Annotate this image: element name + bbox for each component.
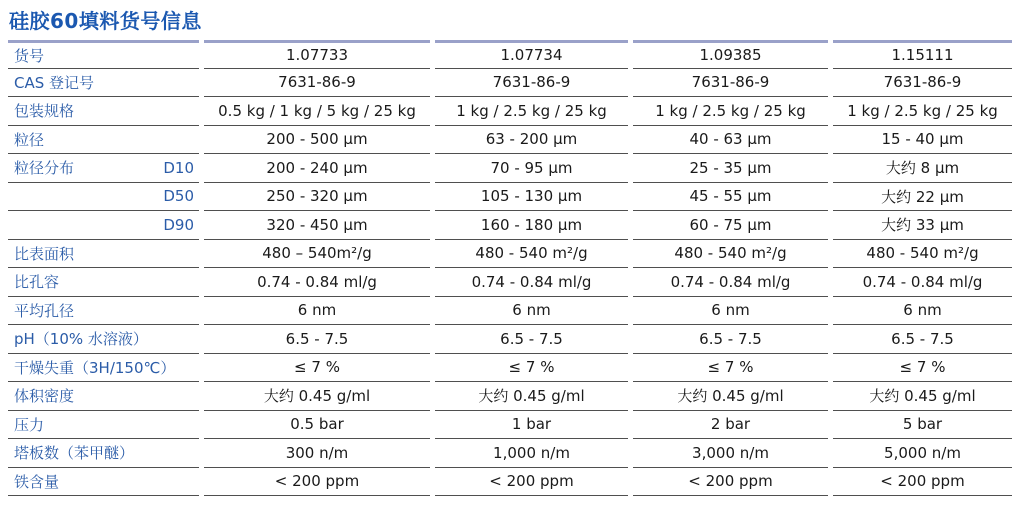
row-label-text: 粒径 bbox=[14, 130, 45, 149]
row-label-text: 包装规格 bbox=[14, 102, 75, 121]
spec-value-cell: < 200 ppm bbox=[204, 468, 430, 497]
spec-value-cell: 大约 33 μm bbox=[833, 211, 1012, 240]
spec-value-cell: 大约 0.45 g/ml bbox=[833, 382, 1012, 411]
spec-value-cell: 5 bar bbox=[833, 411, 1012, 440]
spec-value-cell: 0.74 - 0.84 ml/g bbox=[435, 268, 628, 297]
row-label bbox=[8, 40, 199, 69]
row-label-text: 粒径分布 bbox=[14, 159, 75, 178]
spec-value-cell: 160 - 180 μm bbox=[435, 211, 628, 240]
row-sublabel-text: D90 bbox=[163, 215, 194, 234]
spec-table bbox=[8, 40, 1012, 496]
spec-value-cell: 40 - 63 μm bbox=[633, 126, 828, 155]
spec-value-cell: < 200 ppm bbox=[633, 468, 828, 497]
spec-value-cell: 7631-86-9 bbox=[435, 69, 628, 98]
spec-value-cell: 480 - 540 m²/g bbox=[435, 240, 628, 269]
spec-value-cell: 1.07733 bbox=[204, 40, 430, 69]
spec-value-cell: 200 - 500 μm bbox=[204, 126, 430, 155]
row-sublabel-text: D50 bbox=[163, 187, 194, 206]
spec-value-cell: 5,000 n/m bbox=[833, 439, 1012, 468]
spec-value-cell: 300 n/m bbox=[204, 439, 430, 468]
spec-value-cell: 250 - 320 μm bbox=[204, 183, 430, 212]
spec-value-cell: 105 - 130 μm bbox=[435, 183, 628, 212]
spec-value-cell: 0.74 - 0.84 ml/g bbox=[833, 268, 1012, 297]
spec-value-cell: 6.5 - 7.5 bbox=[204, 325, 430, 354]
row-label bbox=[8, 382, 199, 411]
row-label bbox=[8, 354, 199, 383]
spec-value-cell: 480 - 540 m²/g bbox=[633, 240, 828, 269]
row-label bbox=[8, 69, 199, 98]
row-label bbox=[8, 154, 199, 183]
spec-value-cell: 25 - 35 μm bbox=[633, 154, 828, 183]
spec-value-cell: ≤ 7 % bbox=[633, 354, 828, 383]
spec-value-cell: 1 bar bbox=[435, 411, 628, 440]
spec-value-cell: 6.5 - 7.5 bbox=[435, 325, 628, 354]
row-label-text: 塔板数（苯甲醚） bbox=[14, 444, 135, 463]
row-label-text: 干燥失重（3H/150℃） bbox=[14, 358, 176, 377]
row-sublabel-text: D10 bbox=[163, 158, 194, 177]
row-label bbox=[8, 411, 199, 440]
page-title: 硅胶60填料货号信息 bbox=[9, 9, 202, 33]
spec-value-cell: 60 - 75 μm bbox=[633, 211, 828, 240]
spec-value-cell: ≤ 7 % bbox=[435, 354, 628, 383]
spec-value-cell: 大约 22 μm bbox=[833, 183, 1012, 212]
row-label-text: CAS 登记号 bbox=[14, 73, 95, 92]
row-label bbox=[8, 183, 199, 212]
spec-value-cell: 0.74 - 0.84 ml/g bbox=[204, 268, 430, 297]
spec-value-cell: 320 - 450 μm bbox=[204, 211, 430, 240]
spec-value-cell: 大约 8 μm bbox=[833, 154, 1012, 183]
spec-value-cell: 45 - 55 μm bbox=[633, 183, 828, 212]
spec-value-cell: 2 bar bbox=[633, 411, 828, 440]
row-label-text: 平均孔径 bbox=[14, 301, 75, 320]
row-label bbox=[8, 240, 199, 269]
row-label-text: 压力 bbox=[14, 415, 45, 434]
row-label bbox=[8, 97, 199, 126]
spec-value-cell: 6.5 - 7.5 bbox=[633, 325, 828, 354]
spec-value-cell: 3,000 n/m bbox=[633, 439, 828, 468]
row-label bbox=[8, 439, 199, 468]
spec-value-cell: 6 nm bbox=[633, 297, 828, 326]
spec-value-cell: 0.74 - 0.84 ml/g bbox=[633, 268, 828, 297]
spec-value-cell: 200 - 240 μm bbox=[204, 154, 430, 183]
spec-value-cell: 1.15111 bbox=[833, 40, 1012, 69]
spec-value-cell: < 200 ppm bbox=[435, 468, 628, 497]
spec-value-cell: 480 – 540m²/g bbox=[204, 240, 430, 269]
spec-value-cell: 1 kg / 2.5 kg / 25 kg bbox=[833, 97, 1012, 126]
spec-value-cell: 70 - 95 μm bbox=[435, 154, 628, 183]
spec-value-cell: 0.5 kg / 1 kg / 5 kg / 25 kg bbox=[204, 97, 430, 126]
spec-value-cell: 1.09385 bbox=[633, 40, 828, 69]
spec-value-cell: < 200 ppm bbox=[833, 468, 1012, 497]
spec-value-cell: 大约 0.45 g/ml bbox=[435, 382, 628, 411]
row-label bbox=[8, 297, 199, 326]
spec-value-cell: 7631-86-9 bbox=[633, 69, 828, 98]
row-label bbox=[8, 211, 199, 240]
row-label bbox=[8, 325, 199, 354]
spec-value-cell: 1 kg / 2.5 kg / 25 kg bbox=[435, 97, 628, 126]
spec-value-cell: 7631-86-9 bbox=[833, 69, 1012, 98]
row-label-text: 铁含量 bbox=[14, 472, 60, 491]
row-label bbox=[8, 126, 199, 155]
row-label-text: 货号 bbox=[14, 46, 45, 65]
spec-value-cell: 大约 0.45 g/ml bbox=[633, 382, 828, 411]
spec-value-cell: 63 - 200 μm bbox=[435, 126, 628, 155]
spec-value-cell: 480 - 540 m²/g bbox=[833, 240, 1012, 269]
spec-value-cell: 15 - 40 μm bbox=[833, 126, 1012, 155]
row-label-text: pH（10% 水溶液） bbox=[14, 330, 148, 349]
spec-value-cell: 大约 0.45 g/ml bbox=[204, 382, 430, 411]
spec-value-cell: 7631-86-9 bbox=[204, 69, 430, 98]
spec-value-cell: 1,000 n/m bbox=[435, 439, 628, 468]
spec-value-cell: 6.5 - 7.5 bbox=[833, 325, 1012, 354]
row-label-text: 比孔容 bbox=[14, 273, 60, 292]
spec-value-cell: 1 kg / 2.5 kg / 25 kg bbox=[633, 97, 828, 126]
row-label bbox=[8, 468, 199, 497]
spec-value-cell: 6 nm bbox=[833, 297, 1012, 326]
row-label-text: 体积密度 bbox=[14, 387, 75, 406]
row-label-text: 比表面积 bbox=[14, 244, 75, 263]
spec-value-cell: 1.07734 bbox=[435, 40, 628, 69]
spec-value-cell: 6 nm bbox=[204, 297, 430, 326]
spec-value-cell: ≤ 7 % bbox=[204, 354, 430, 383]
row-label bbox=[8, 268, 199, 297]
spec-value-cell: ≤ 7 % bbox=[833, 354, 1012, 383]
spec-value-cell: 6 nm bbox=[435, 297, 628, 326]
spec-value-cell: 0.5 bar bbox=[204, 411, 430, 440]
